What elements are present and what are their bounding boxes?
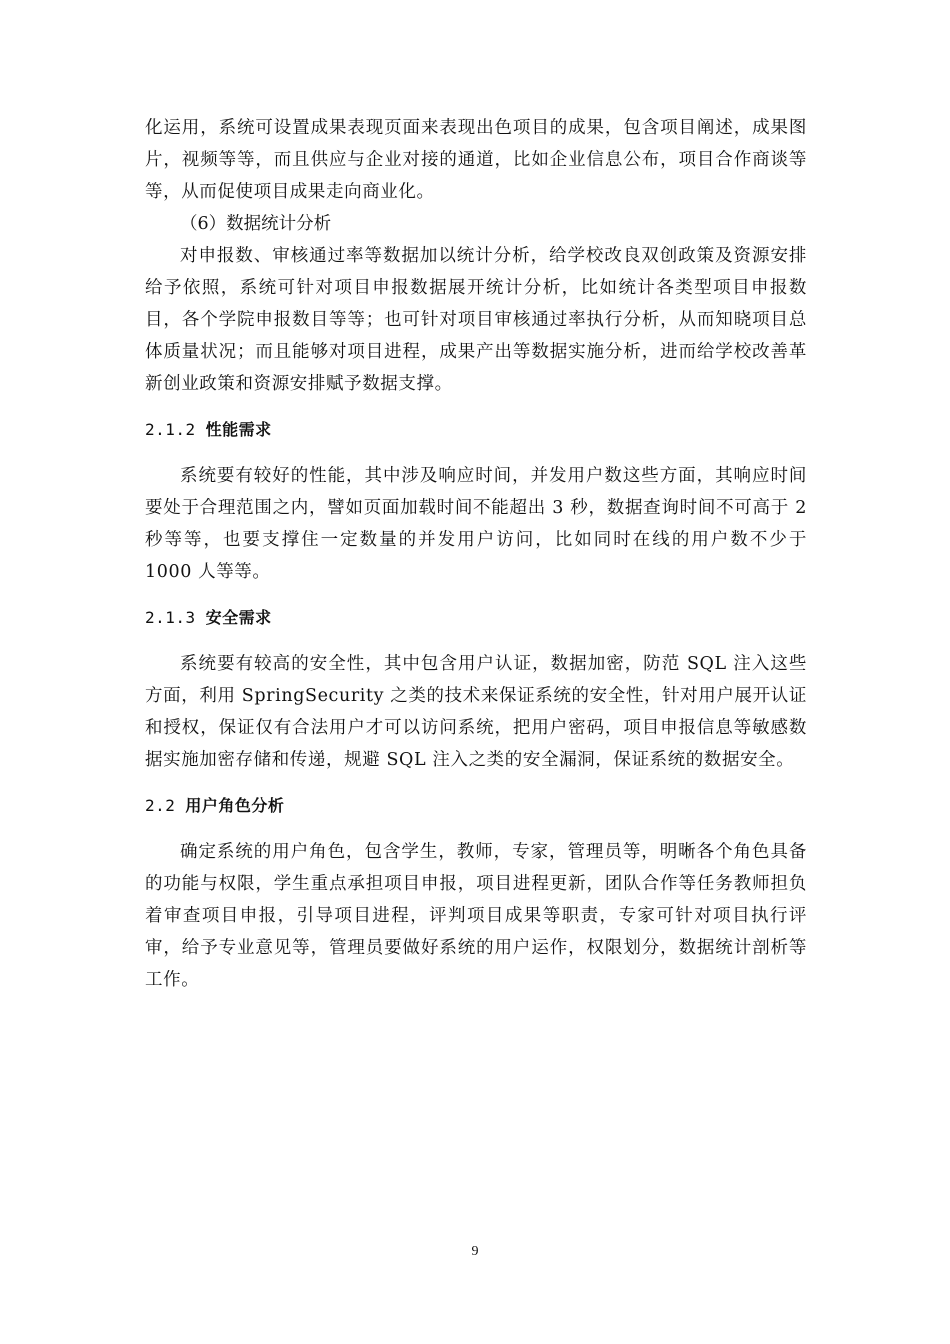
section-heading-user-roles	[145, 790, 807, 822]
document-page	[145, 112, 807, 996]
section-heading-performance	[145, 414, 807, 446]
paragraph-user-roles: 确定系统的用户角色，包含学生，教师，专家，管理员等，明晰各个角色具备的功能与权限，学生重点承担项目申报，项目进程更新，团队合作等任务教师担负着审查项目申报，引导项目进程，评判项目成果等职责，专家可针对项目执行评审，给予专业意见等，管理员要做好系统的用户运作，权限划分，数据统计剖析等工作。	[145, 842, 807, 990]
section-number: 2.2	[145, 796, 176, 815]
section-title: 安全需求	[205, 608, 272, 627]
section-title: 用户角色分析	[185, 796, 285, 815]
section-heading-security	[145, 602, 807, 634]
paragraph-data-statistics: 对申报数、审核通过率等数据加以统计分析，给学校改良双创政策及资源安排给予依照，系统可针对项目申报数据展开统计分析，比如统计各类型项目申报数目，各个学院申报数目等等；也可针对项目审核通过率执行分析，从而知晓项目总体质量状况；而且能够对项目进程，成果产出等数据实施分析，进而给学校改善革新创业政策和资源安排赋予数据支撑。	[145, 246, 807, 394]
subheading-data-statistics: （6）数据统计分析	[180, 214, 332, 234]
paragraph-performance: 系统要有较好的性能，其中涉及响应时间，并发用户数这些方面，其响应时间要处于合理范围之内，譬如页面加载时间不能超出 3 秒，数据查询时间不可高于 2 秒等等，也要支撑住一定数量的并发用户访问，比如同时在线的用户数不少于 1000 人等等。	[145, 466, 807, 582]
paragraph-intro: 化运用，系统可设置成果表现页面来表现出色项目的成果，包含项目阐述，成果图片，视频等等，而且供应与企业对接的通道，比如企业信息公布，项目合作商谈等等，从而促使项目成果走向商业化。	[145, 118, 807, 202]
section-number: 2.1.2	[145, 420, 196, 439]
page-number: 9	[471, 1244, 479, 1259]
section-title: 性能需求	[205, 420, 272, 439]
section-number: 2.1.3	[145, 608, 196, 627]
paragraph-security: 系统要有较高的安全性，其中包含用户认证，数据加密，防范 SQL 注入这些方面，利用 SpringSecurity 之类的技术来保证系统的安全性，针对用户展开认证和授权，保证仅有合法用户才可以访问系统，把用户密码，项目申报信息等敏感数据实施加密存储和传递，规避 SQL 注入之类的安全漏洞，保证系统的数据安全。	[145, 654, 807, 770]
